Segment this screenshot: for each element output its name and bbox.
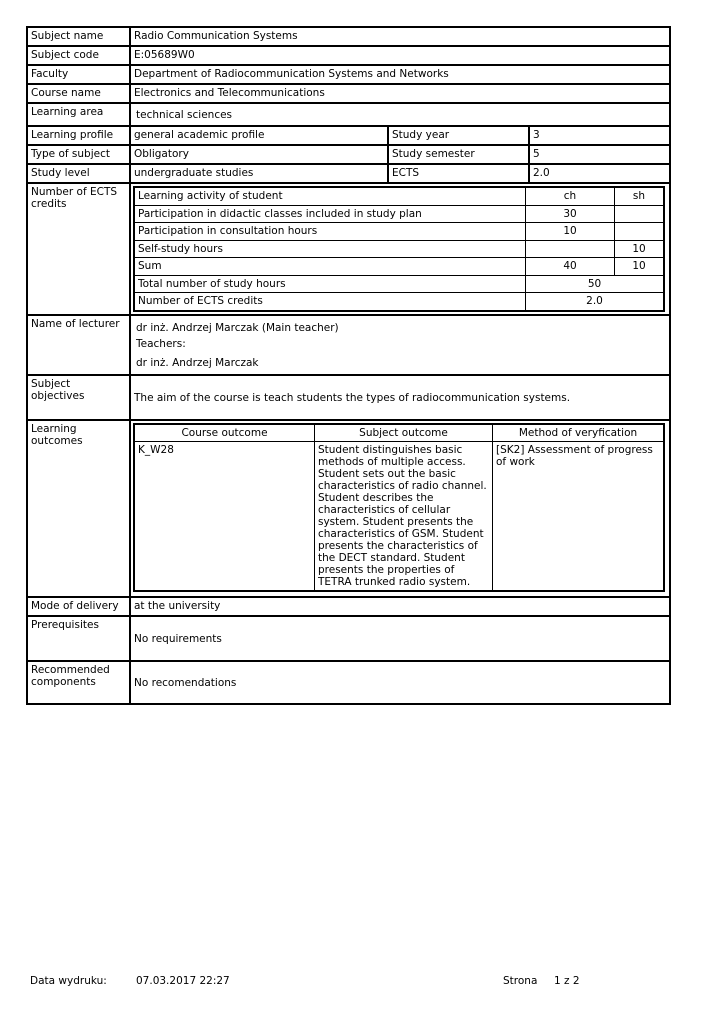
ects-row: [135, 258, 663, 276]
row-course-name: [28, 85, 669, 104]
ch: 30: [525, 206, 614, 223]
label: Subject code: [28, 47, 131, 64]
sh: [614, 206, 663, 223]
label: Study level: [28, 165, 131, 182]
ects-row: [135, 223, 663, 241]
ects-table: [133, 186, 665, 312]
value: E:05689W0: [134, 49, 195, 61]
value: Electronics and Telecommunications: [134, 87, 325, 99]
credits-label: Number of ECTS credits: [138, 295, 263, 307]
side-value: 3: [528, 127, 669, 144]
ects-header: [135, 188, 663, 206]
label: Name of lecturer: [28, 316, 131, 374]
total-value: 50: [525, 276, 663, 293]
header-course-outcome: Course outcome: [181, 426, 268, 439]
label: Faculty: [28, 66, 131, 83]
subject-outcome: Student distinguishes basic methods of multiple access. Student sets out the basic characteristics of radio channel. Student describes the characteristics of cellular system. Student presents the characteristics of GSM. Student presents the characteristics of the DECT standard. Student presents the properties of TETRA trunked radio system.: [314, 442, 492, 590]
teachers-label: Teachers:: [136, 337, 186, 350]
print-label: Data wydruku:: [30, 975, 107, 987]
sh: [614, 223, 663, 240]
side-label: ECTS: [387, 165, 528, 182]
label: Learning profile: [28, 127, 131, 144]
print-date: 07.03.2017 22:27: [136, 975, 230, 987]
ects-row: [135, 206, 663, 224]
row-objectives: [28, 376, 669, 421]
value: Radio Communication Systems: [134, 30, 298, 42]
outcome-row: [135, 442, 663, 590]
row-study-level: [28, 165, 669, 184]
side-label: Study semester: [387, 146, 528, 163]
label: Mode of delivery: [28, 598, 131, 615]
ects-credits-row: [135, 293, 663, 310]
label: Recommended components: [28, 662, 131, 703]
label: Subject objectives: [28, 376, 131, 419]
row-type-of-subject: [28, 146, 669, 165]
row-learning-profile: [28, 127, 669, 146]
row-learning-outcomes: [28, 421, 669, 598]
label: Prerequisites: [28, 617, 131, 660]
ch: [525, 241, 614, 258]
value: Obligatory: [134, 148, 189, 160]
value: No requirements: [134, 632, 222, 645]
activity: Participation in consultation hours: [138, 225, 318, 237]
label: Subject name: [28, 28, 131, 45]
side-label: Study year: [387, 127, 528, 144]
row-subject-name: [28, 28, 669, 47]
header-activity: Learning activity of student: [138, 190, 283, 202]
outcomes-header: [135, 425, 663, 442]
outcomes-container: [131, 421, 669, 596]
course-outcome: K_W28: [138, 443, 174, 456]
side-value: 2.0: [528, 165, 669, 182]
label: Number of ECTS credits: [28, 184, 131, 314]
row-mode-of-delivery: [28, 598, 669, 617]
lecturer-block: [131, 316, 669, 374]
activity: Self-study hours: [138, 242, 223, 255]
value: at the university: [134, 599, 221, 612]
label: Learning outcomes: [28, 421, 131, 596]
ects-row: [135, 241, 663, 259]
outcomes-table: [133, 423, 665, 592]
value: The aim of the course is teach students the types of radiocommunication systems.: [134, 391, 571, 404]
row-lecturer: [28, 316, 669, 376]
row-recommended: [28, 662, 669, 703]
teacher: dr inż. Andrzej Marczak: [136, 356, 259, 369]
ch: 10: [525, 223, 614, 240]
value: No recomendations: [134, 676, 237, 689]
header-ch: ch: [525, 188, 614, 205]
value: general academic profile: [134, 129, 265, 141]
sh: 10: [614, 241, 663, 258]
ects-container: [131, 184, 669, 314]
row-faculty: [28, 66, 669, 85]
page-label: Strona: [503, 975, 538, 987]
ects-total-row: [135, 276, 663, 294]
label: Learning area: [28, 104, 131, 125]
label: Type of subject: [28, 146, 131, 163]
label: Course name: [28, 85, 131, 102]
verification-method: [SK2] Assessment of progress of work: [492, 442, 663, 590]
header-method: Method of veryfication: [492, 425, 663, 441]
subject-card: [26, 26, 671, 705]
activity: Sum: [138, 260, 162, 272]
activity: Participation in didactic classes included in study plan: [138, 207, 422, 220]
row-subject-code: [28, 47, 669, 66]
page-number: 1 z 2: [554, 975, 580, 987]
header-subject-outcome: Subject outcome: [314, 425, 492, 441]
header-sh: sh: [614, 188, 663, 205]
row-prerequisites: [28, 617, 669, 662]
total-label: Total number of study hours: [138, 277, 286, 290]
row-learning-area: [28, 104, 669, 127]
side-value: 5: [528, 146, 669, 163]
main-teacher: dr inż. Andrzej Marczak (Main teacher): [136, 321, 339, 334]
value: undergraduate studies: [134, 167, 254, 179]
ch: 40: [525, 258, 614, 275]
value: Department of Radiocommunication Systems and Networks: [134, 68, 449, 80]
row-ects: [28, 184, 669, 316]
credits-value: 2.0: [525, 293, 663, 310]
sh: 10: [614, 258, 663, 275]
value: technical sciences: [136, 109, 233, 121]
